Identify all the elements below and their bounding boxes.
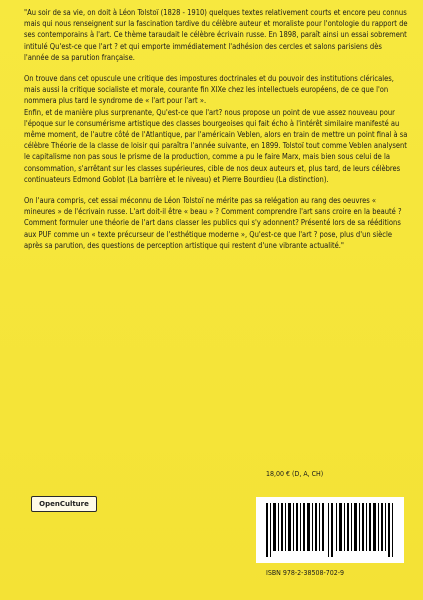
- blurb-paragraph-1: "Au soir de sa vie, on doit à Léon Tolstoï (1828 - 1910) quelques textes relativement courts et encore peu connus mais qui nous renseignent sur la fascination tardive du célèbre auteur et moraliste pour l'ontologie du rapport de ses contemporains à l'art. Ce thème taraudait le célèbre écrivain russe. En 1898, paraît ainsi un essai sobrement intitulé Qu'est-ce que l'art ? et qui emporte immédiatement l'adhésion des cercles et salons parisiens dès l'année de sa parution française.: [24, 8, 408, 62]
- blurb-paragraph-4: On l'aura compris, cet essai méconnu de Léon Tolstoï ne mérite pas sa relégation au rang des oeuvres « mineures » de l'écrivain russe. L'art doit-il être « beau » ? Comment comprendre l'art sans croire en la beauté ? Comment formuler une théorie de l'art dans classer les publics qui s'y adonnent? Présenté lors de sa rééditions aux PUF comme un « texte précurseur de l'esthétique moderne », Qu'est-ce que l'art ? pose, plus d'un siècle après sa parution, des questions de perception artistique qui restent d'une vibrante actualité.": [24, 196, 402, 250]
- blurb-text: [24, 7, 408, 261]
- price-label: 18,00 € (D, A, CH): [266, 470, 324, 478]
- barcode-icon: [266, 503, 394, 557]
- publisher-logo: OpenCulture: [31, 496, 97, 512]
- barcode-box: [256, 497, 404, 563]
- blurb-paragraph-3: Enfin, et de manière plus surprenante, Qu'est-ce que l'art? nous propose un point de vue assez nouveau pour l'époque sur le consumérisme artistique des classes bourgeoises qui fait écho à l'intérêt similaire manifesté au même moment, de l'autre côté de l'Atlantique, par l'américain Veblen, alors en train de mettre un point final à sa célèbre Théorie de la classe de loisir qui paraîtra l'année suivante, en 1899. Tolstoï tout comme Veblen analysent le capitalisme non pas sous le prisme de la production, comme a pu le faire Marx, mais bien sous celui de la consommation, s'arrêtant sur les classes supérieures, cible de nos deux auteurs et, plus tard, de leurs célèbres continuateurs Edmond Goblot (La barrière et le niveau) et Pierre Bourdieu (La distinction).: [24, 107, 408, 184]
- isbn-label: ISBN 978-2-38508-702-9: [266, 569, 345, 577]
- blurb-paragraph-2: On trouve dans cet opuscule une critique des impostures doctrinales et du pouvoir des institutions cléricales, mais aussi la critique socialiste et morale, courante fin XIXe chez les intellectuels européens, de ce que l'on nommera plus tard le syndrome de « l'art pour l'art ».: [24, 74, 394, 106]
